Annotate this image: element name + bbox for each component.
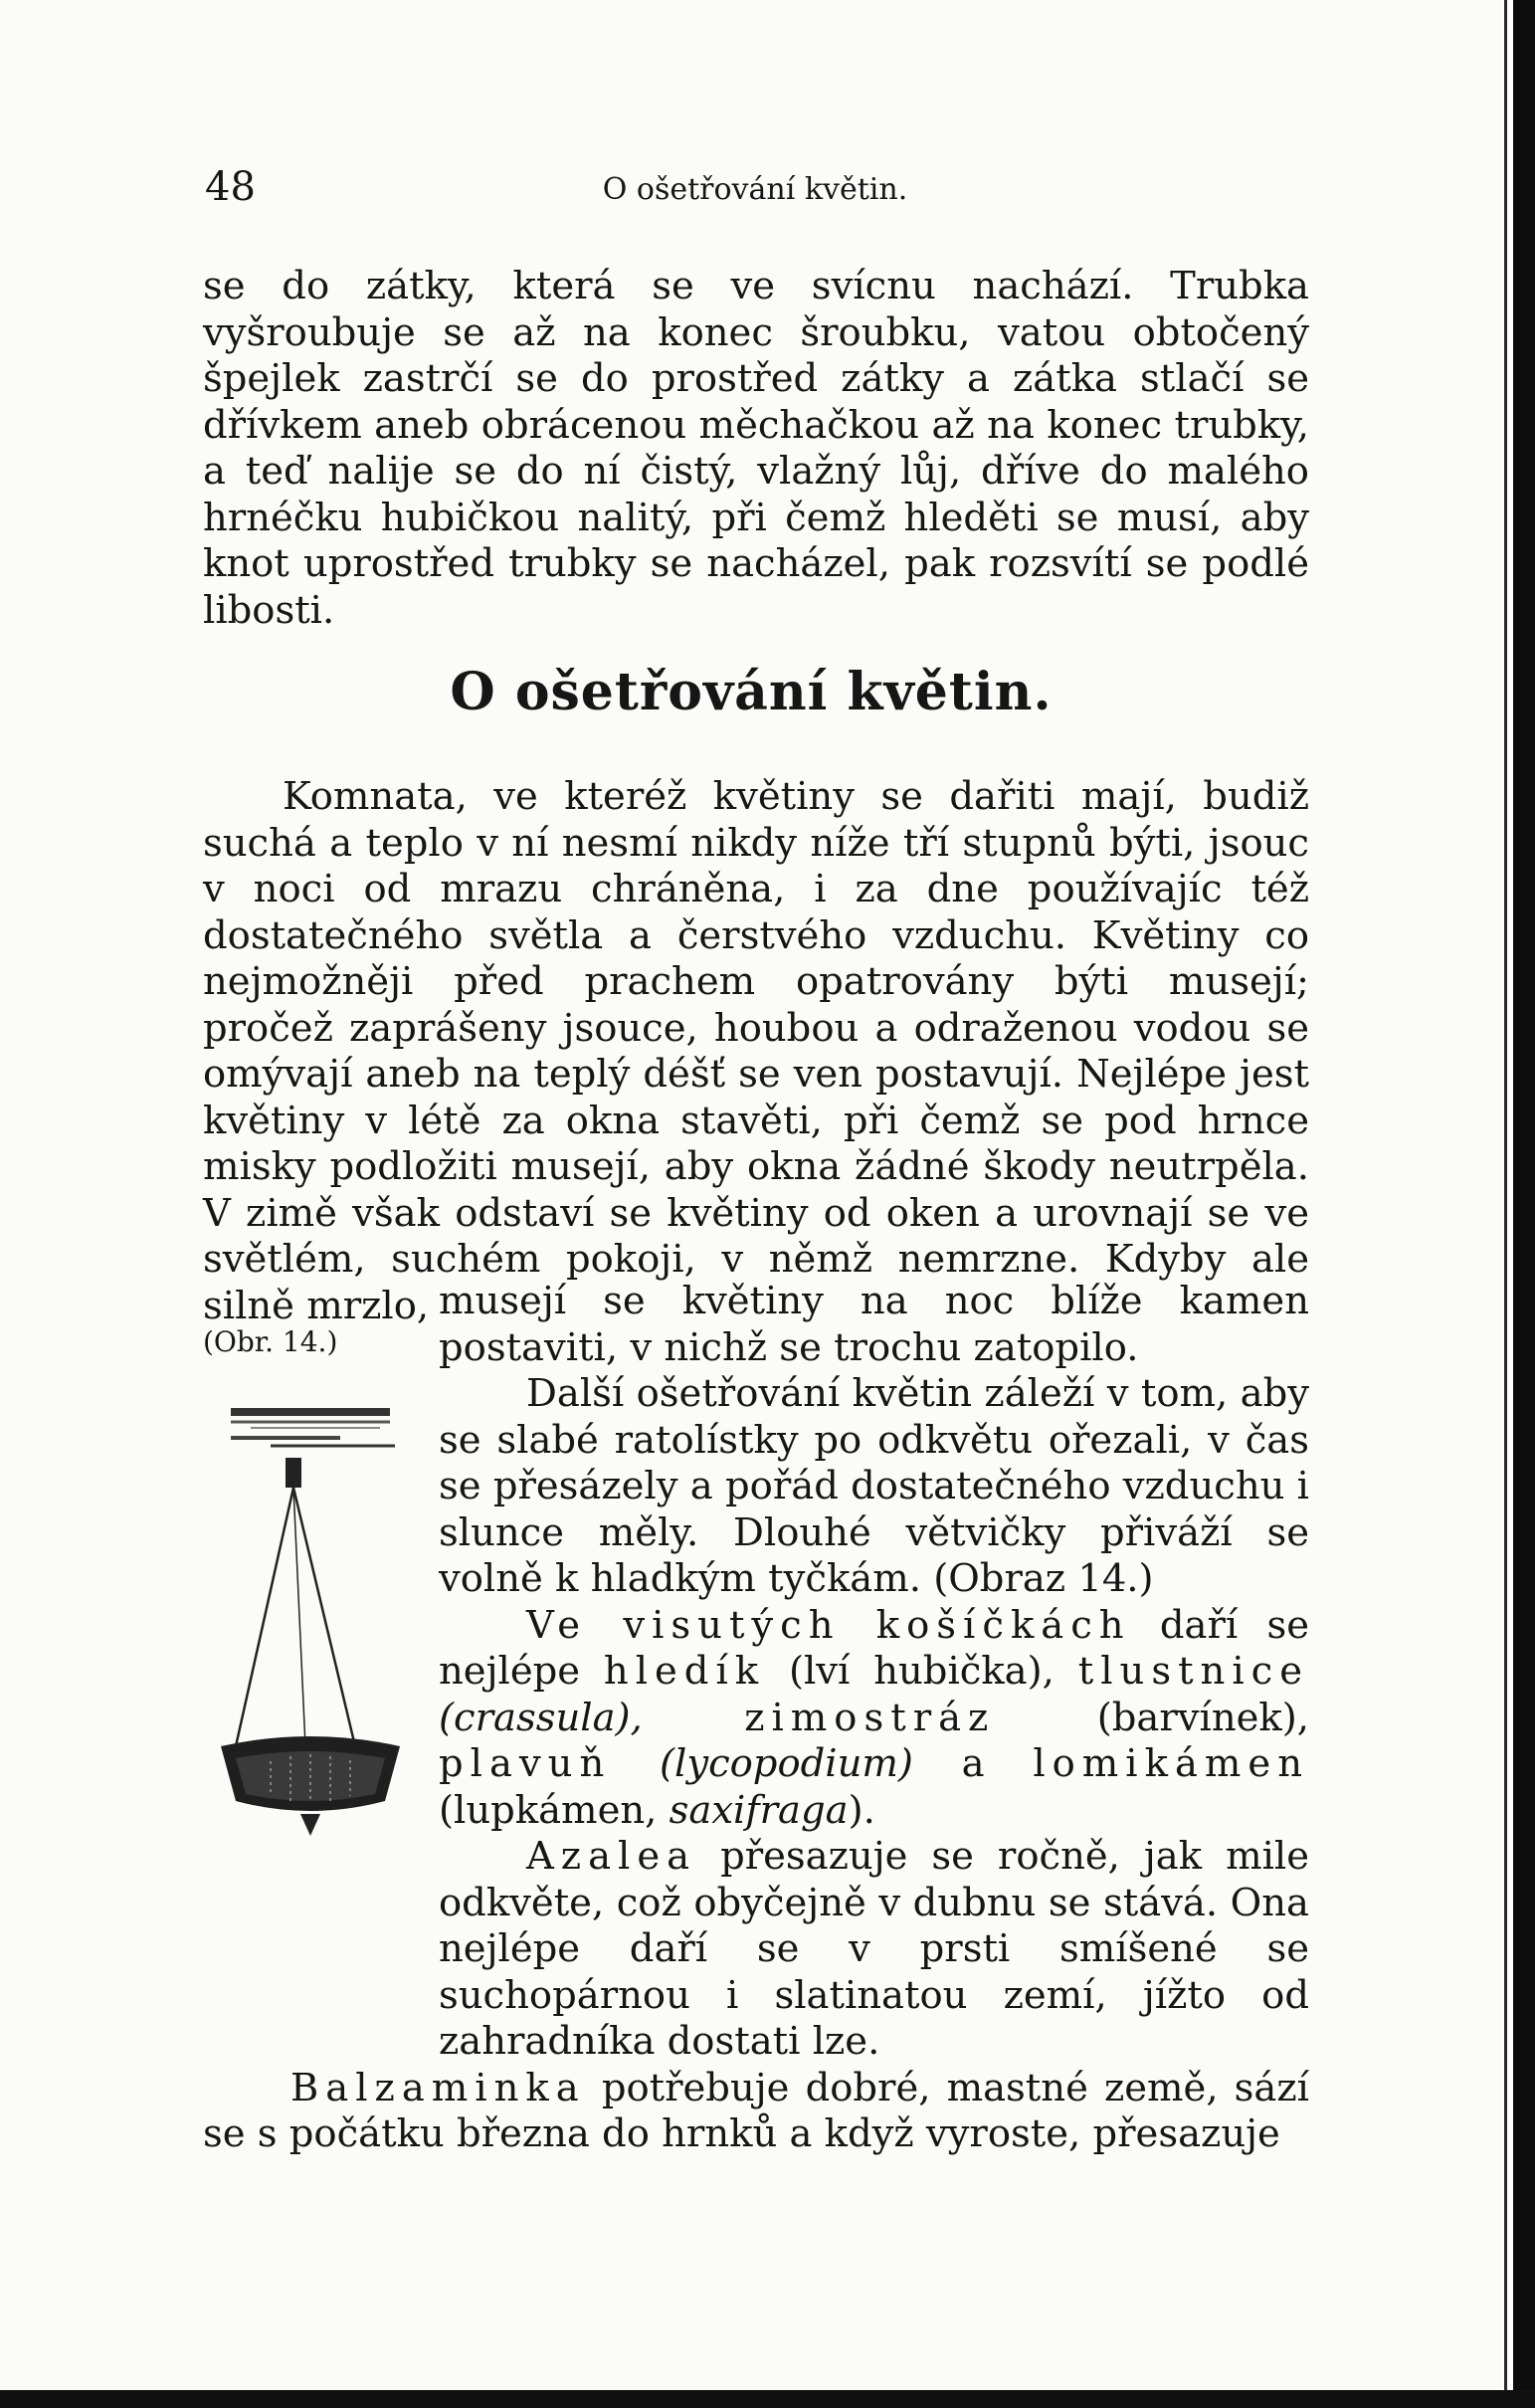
azalea-paragraph: Azalea přesazuje se ročně, jak mile odkvěte, což obyčejně v dubnu se stává. Ona nejlépe daří se v prsti smíšené se suchopárnou i slatinatou zemí, jížto od zahradníka dostati lze. bbox=[439, 1834, 1309, 2064]
intro-paragraph: se do zátky, která se ve svícnu nachází. Trubka vyšroubuje se až na konec šroubku, vatou obtočený špejlek zastrčí se do prostřed zátky a zátka stlačí se dřívkem aneb obrácenou měchačkou až na konec trubky, a teď nalije se do ní čistý, vlažný lůj, dříve do malého hrnéčku hubičkou nalitý, při čemž hleděti se musí, aby knot uprostřed trubky se nacházel, pak rozsvítí se podlé libosti. bbox=[203, 264, 1309, 633]
hanging-baskets-paragraph: Ve visutých košíčkách daří se nejlépe hledík (lví hubička), tlustnice (crassula), zimostráz (barvínek), plavuň (lycopodium) a lomikámen (lupkámen, saxifraga). bbox=[439, 1602, 1309, 1833]
osetrovani-paragraph: Další ošetřování květin záleží v tom, aby se slabé ratolístky po odkvětu ořezali, v čas se přesázely a pořád dostatečného vzduchu i slunce měly. Dlouhé větvičky přiváží se volně k hladkým tyčkám. (Obraz 14.) bbox=[439, 1371, 1309, 1601]
kamen-paragraph: musejí se květiny na noc blíže kamen postaviti, v nichž se trochu zatopilo. bbox=[439, 1279, 1309, 1370]
intro-text-block bbox=[203, 264, 1309, 634]
beside-figure-text bbox=[439, 1279, 1309, 1834]
page-edge-line bbox=[1504, 0, 1507, 2408]
page-header bbox=[205, 164, 1305, 224]
scan-border-bottom bbox=[0, 2390, 1535, 2408]
section-heading: O ošetřování květin. bbox=[450, 662, 1053, 722]
running-title: O ošetřování květin. bbox=[602, 172, 908, 207]
figure-caption: (Obr. 14.) bbox=[203, 1325, 338, 1358]
paragraph-1: Komnata, ve kteréž květiny se dařiti mají, budiž suchá a teplo v ní nesmí nikdy níže tří stupnů býti, jsouc v noci od mrazu chráněna, i za dne používajíc též dostatečného světla a čerstvého vzduchu. Květiny co nejmožněji před prachem opatrovány býti musejí; pročež zaprášeny jsouce, houbou a odraženou vodou se omývají aneb na teplý déšť se ven postavují. Nejlépe jest květiny v létě za okna stavěti, při čemž se pod hrnce misky podložiti musejí, aby okna žádné škody neutrpěla. V zimě však odstaví se květiny od oken a urovnají se ve světlém, suchém pokoji, v němž nemrzne. Kdyby ale silně mrzlo, bbox=[203, 774, 1309, 1328]
scan-border-right bbox=[1513, 0, 1535, 2408]
paragraph-1-block bbox=[203, 774, 1309, 1329]
azalea-block bbox=[203, 1834, 1309, 2158]
balzaminka-paragraph: Balzaminka potřebuje dobré, mastné země, sází se s počátku března do hrnků a když vyroste, přesazuje bbox=[203, 2065, 1309, 2156]
page-number: 48 bbox=[205, 164, 256, 210]
